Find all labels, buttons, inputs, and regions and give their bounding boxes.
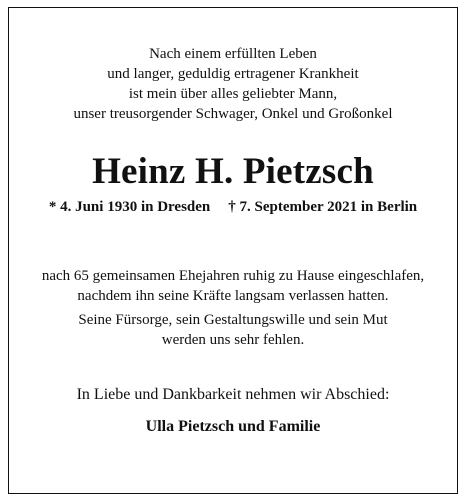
body-line: nachdem ihn seine Kräfte langsam verlassen hatten. [77, 288, 389, 304]
death-date: † 7. September 2021 in Berlin [228, 199, 418, 215]
intro-line: Nach einem erfüllten Leben [149, 46, 317, 62]
signature: Ulla Pietzsch und Familie [145, 418, 321, 435]
body-text [9, 266, 457, 350]
life-dates [9, 197, 457, 217]
farewell-text: In Liebe und Dankbarkeit nehmen wir Abschied: [76, 386, 390, 403]
intro-text [9, 44, 457, 124]
birth-date: * 4. Juni 1930 in Dresden [48, 199, 211, 215]
intro-line: unser treusorgender Schwager, Onkel und Großonkel [73, 106, 393, 122]
intro-line: ist mein über alles geliebter Mann, [128, 86, 338, 102]
body-line: nach 65 gemeinsamen Ehejahren ruhig zu Hause eingeschlafen, [41, 268, 425, 284]
intro-line: und langer, geduldig ertragener Krankheit [107, 66, 359, 82]
body-line: Seine Fürsorge, sein Gestaltungswille und sein Mut [78, 312, 388, 328]
deceased-name: Heinz H. Pietzsch [92, 151, 374, 192]
obituary-notice [8, 7, 458, 494]
body-line: werden uns sehr fehlen. [161, 332, 305, 348]
